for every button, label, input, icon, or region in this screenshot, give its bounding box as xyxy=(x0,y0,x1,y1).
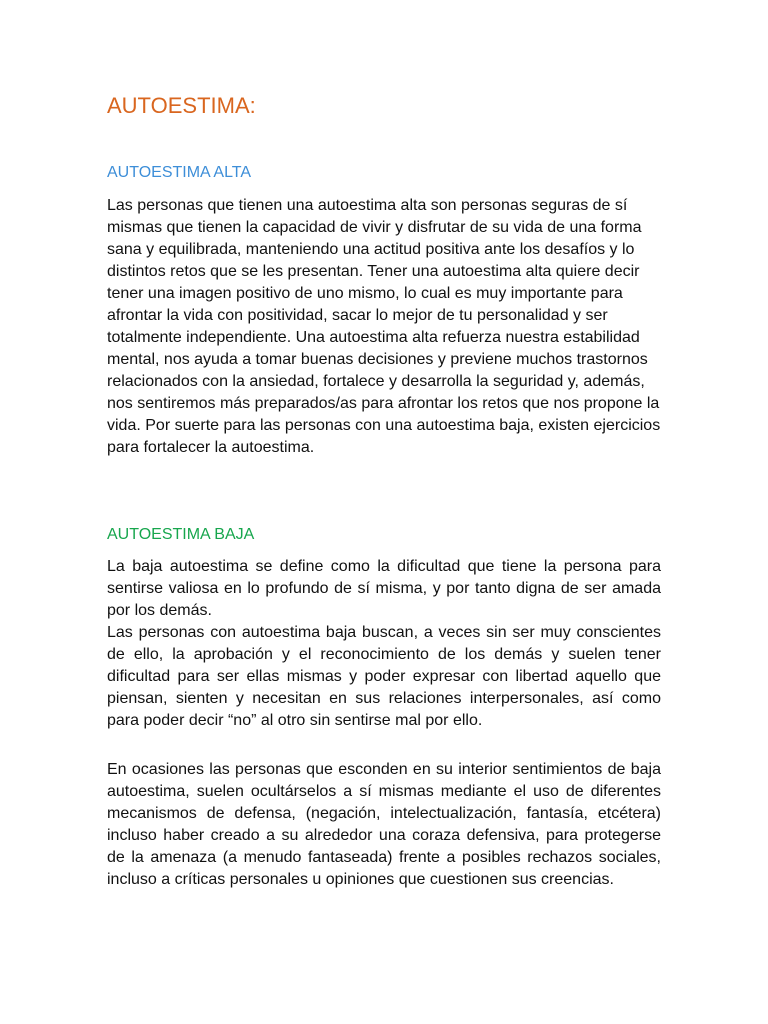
section-heading-autoestima-alta: AUTOESTIMA ALTA xyxy=(107,164,252,181)
paragraph-block-autoestima-baja xyxy=(107,556,661,732)
paragraph-autoestima-alta: Las personas que tienen una autoestima alta son personas seguras de sí mismas que tienen la capacidad de vivir y disfrutar de su vida de una forma sana y equilibrada, manteniendo una actitud positiva ante los desafíos y lo distintos retos que se les presentan. Tener una autoestima alta quiere decir tener una imagen positivo de uno mismo, lo cual es muy importante para afrontar la vida con positividad, sacar lo mejor de tu personalidad y ser totalmente independiente. Una autoestima alta refuerza nuestra estabilidad mental, nos ayuda a tomar buenas decisiones y previene muchos trastornos relacionados con la ansiedad, fortalece y desarrolla la seguridad y, además, nos sentiremos más preparados/as para afrontar los retos que nos propone la vida. Por suerte para las personas con una autoestima baja, existen ejercicios para fortalecer la autoestima. xyxy=(107,197,661,456)
paragraph-baja-behaviour: Las personas con autoestima baja buscan, a veces sin ser muy conscientes de ello, la aprobación y el reconocimiento de los demás y suelen tener dificultad para ser ellas mismas y poder expresar con libertad aquello que piensan, sienten y necesitan en sus relaciones interpersonales, así como para poder decir “no” al otro sin sentirse mal por ello. xyxy=(107,624,661,729)
paragraph-baja-defense-mechanisms: En ocasiones las personas que esconden en su interior sentimientos de baja autoestima, suelen ocultárselos a sí mismas mediante el uso de diferentes mecanismos de defensa, (negación, intelectualización, fantasía, etcétera) incluso haber creado a su alrededor una coraza defensiva, para protegerse de la amenaza (a menudo fantaseada) frente a posibles rechazos sociales, incluso a críticas personales u opiniones que cuestionen sus creencias. xyxy=(107,761,661,888)
paragraph-baja-definition: La baja autoestima se define como la dificultad que tiene la persona para sentirse valiosa en lo profundo de sí misma, y por tanto digna de ser amada por los demás. xyxy=(107,558,661,619)
document-title: AUTOESTIMA: xyxy=(107,93,256,118)
section-heading-autoestima-baja: AUTOESTIMA BAJA xyxy=(107,526,255,543)
